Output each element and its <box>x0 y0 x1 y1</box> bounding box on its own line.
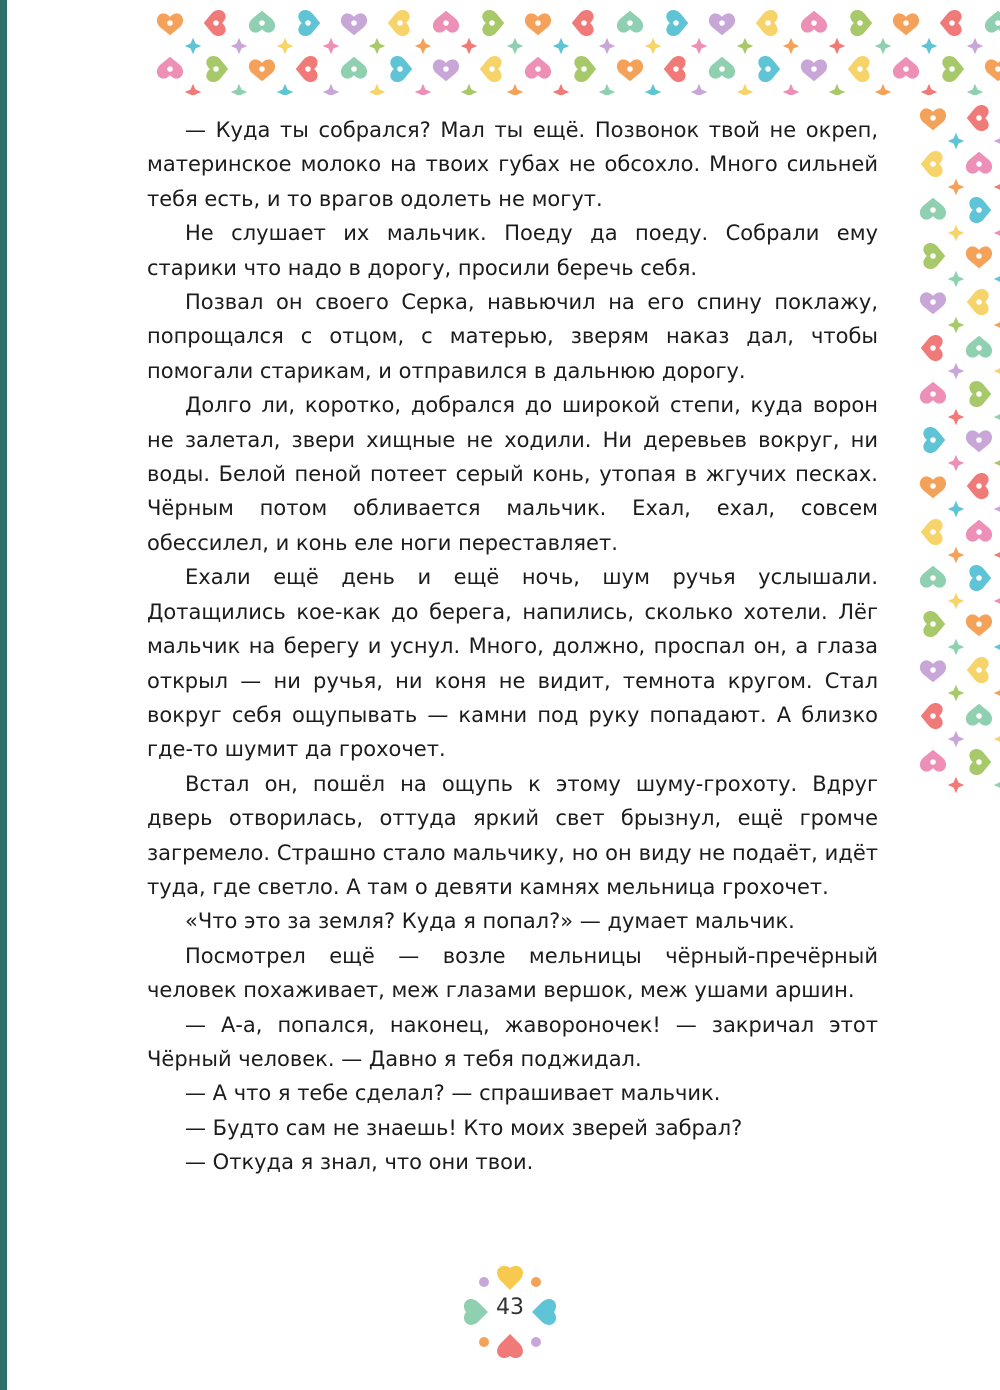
page-number-ornament <box>462 1262 558 1362</box>
paragraph: Не слушает их мальчик. Поеду да поеду. Собрали ему старики что надо в дорогу, просили беречь себя. <box>147 221 878 280</box>
ornament-star-icon <box>948 501 965 518</box>
ornament-star-icon <box>948 593 965 610</box>
ornament-star-icon <box>277 84 294 95</box>
ornament-star-icon <box>948 317 965 334</box>
ornament-star-icon <box>645 84 662 95</box>
ornament-star-icon <box>553 84 570 95</box>
paragraph: Ехали ещё день и ещё ночь, шум ручья услышали. Дотащились кое-как до берега, напились, сколько хотели. Лёг мальчик на берегу и уснул. Много, должно, проспал он, а глаза открыл — ни ручья, ни коня не видит, темнота кругом. Стал вокруг себя ощупывать — камни под руку попадают. А близко где-то шумит да грохочет. <box>147 565 878 762</box>
ornament-star-icon <box>967 84 984 95</box>
ornament-star-icon <box>185 84 202 95</box>
ornament-star-icon <box>185 38 202 55</box>
ornament-star-icon <box>507 38 524 55</box>
paragraph: — Откуда я знал, что они твои. <box>185 1150 534 1175</box>
paragraph: — Куда ты собрался? Мал ты ещё. Позвонок твой не окреп, материнское молоко на твоих губах не обсохло. Много сильней тебя есть, и то врагов одолеть не могут. <box>147 118 878 211</box>
ornament-star-icon <box>994 225 1000 242</box>
ornament-star-icon <box>948 363 965 380</box>
ornament-star-icon <box>737 84 754 95</box>
right-ornament-band <box>910 95 1000 795</box>
ornament-star-icon <box>231 38 248 55</box>
ornament-star-icon <box>231 84 248 95</box>
ornament-star-icon <box>783 84 800 95</box>
ornament-star-icon <box>461 84 478 95</box>
ornament-star-icon <box>691 38 708 55</box>
ornament-star-icon <box>994 317 1000 334</box>
ornament-star-icon <box>994 593 1000 610</box>
ornament-star-icon <box>369 84 386 95</box>
ornament-star-icon <box>829 84 846 95</box>
ornament-star-icon <box>461 38 478 55</box>
ornament-star-icon <box>875 84 892 95</box>
ornament-star-icon <box>737 38 754 55</box>
page-number: 43 <box>496 1295 524 1320</box>
ornament-star-icon <box>948 685 965 702</box>
ornament-star-icon <box>948 731 965 748</box>
story-text <box>147 113 878 1180</box>
ornament-star-icon <box>994 363 1000 380</box>
ornament-star-icon <box>994 271 1000 288</box>
ornament-star-icon <box>921 84 938 95</box>
ornament-star-icon <box>948 455 965 472</box>
paragraph: — А что я тебе сделал? — спрашивает мальчик. <box>185 1081 721 1106</box>
ornament-star-icon <box>645 38 662 55</box>
ornament-star-icon <box>994 409 1000 426</box>
ornament-star-icon <box>277 38 294 55</box>
paragraph: «Что это за земля? Куда я попал?» — думает мальчик. <box>185 909 795 934</box>
ornament-star-icon <box>599 84 616 95</box>
ornament-star-icon <box>323 38 340 55</box>
ornament-star-icon <box>948 133 965 150</box>
ornament-star-icon <box>415 84 432 95</box>
paragraph: — Будто сам не знаешь! Кто моих зверей забрал? <box>185 1115 743 1140</box>
ornament-star-icon <box>994 455 1000 472</box>
ornament-star-icon <box>783 38 800 55</box>
ornament-star-icon <box>994 501 1000 518</box>
ornament-star-icon <box>948 639 965 656</box>
ornament-pattern-icon <box>147 0 1000 95</box>
top-ornament-band <box>147 0 1000 95</box>
ornament-star-icon <box>415 38 432 55</box>
ornament-star-icon <box>994 547 1000 564</box>
paragraph: — А-а, попался, наконец, жавороночек! — закричал этот Чёрный человек. — Давно я тебя поджидал. <box>147 1012 878 1071</box>
ornament-star-icon <box>323 84 340 95</box>
ornament-star-icon <box>875 38 892 55</box>
ornament-star-icon <box>967 38 984 55</box>
ornament-star-icon <box>948 271 965 288</box>
paragraph: Встал он, пошёл на ощупь к этому шуму-грохоту. Вдруг дверь отворилась, оттуда яркий свет брызнул, ещё громче загремело. Страшно стало мальчику, но он виду не подаёт, идёт туда, где светло. А там о девяти камнях мельница грохочет. <box>147 771 878 899</box>
ornament-star-icon <box>507 84 524 95</box>
ornament-star-icon <box>994 133 1000 150</box>
ornament-star-icon <box>948 225 965 242</box>
paragraph: Посмотрел ещё — возле мельницы чёрный-пречёрный человек похаживает, меж глазами вершок, меж ушами аршин. <box>147 943 878 1003</box>
ornament-star-icon <box>948 409 965 426</box>
ornament-star-icon <box>948 547 965 564</box>
ornament-star-icon <box>994 685 1000 702</box>
paragraph: Позвал он своего Серка, навьючил на его спину поклажу, попрощался с отцом, с матерью, зверям наказ дал, чтобы помогали старикам, и отправился в дальнюю дорогу. <box>147 290 878 383</box>
ornament-star-icon <box>599 38 616 55</box>
ornament-star-icon <box>994 777 1000 794</box>
ornament-star-icon <box>948 777 965 794</box>
page-edge-border <box>0 0 7 1390</box>
ornament-pattern-icon <box>910 95 1000 795</box>
paragraph: Долго ли, коротко, добрался до широкой степи, куда ворон не залетал, звери хищные не ходили. Ни деревьев вокруг, ни воды. Белой пеной потеет серый конь, утопая в жгучих песках. Чёрным потом обливается мальчик. Ехал, ехал, совсем обессилел, и конь еле ноги переставляет. <box>147 393 878 555</box>
ornament-star-icon <box>553 38 570 55</box>
ornament-star-icon <box>369 38 386 55</box>
ornament-star-icon <box>691 84 708 95</box>
ornament-star-icon <box>829 38 846 55</box>
ornament-star-icon <box>994 639 1000 656</box>
ornament-star-icon <box>994 179 1000 196</box>
ornament-star-icon <box>921 38 938 55</box>
ornament-star-icon <box>948 179 965 196</box>
ornament-star-icon <box>994 731 1000 748</box>
